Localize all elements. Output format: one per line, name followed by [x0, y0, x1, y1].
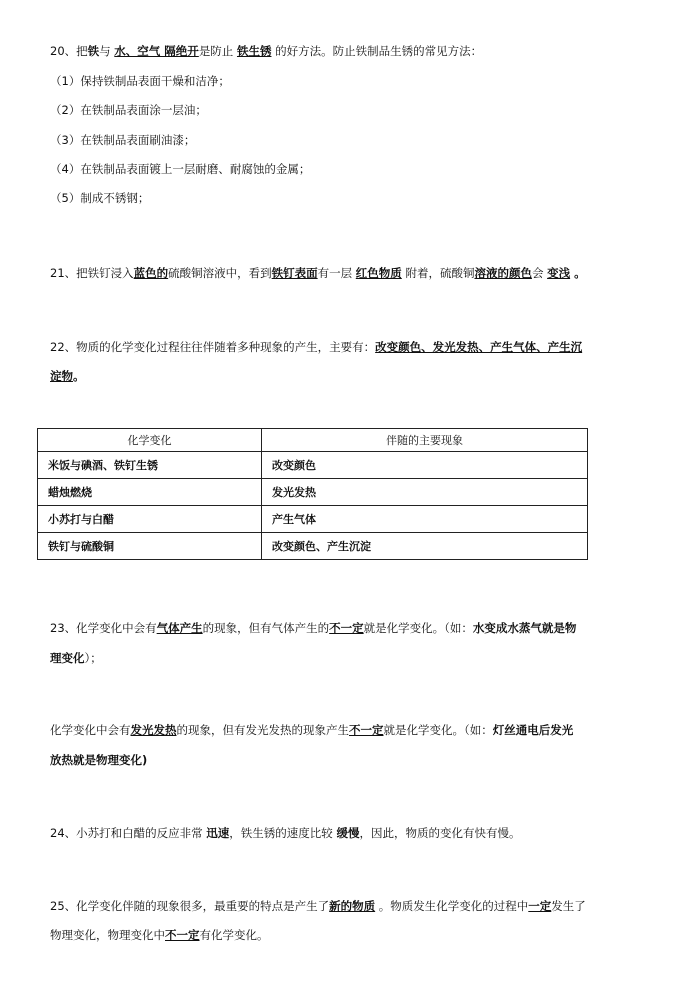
text-run: 铁: [87, 44, 100, 58]
q20-item-5: （5）制成不锈钢；: [50, 191, 150, 205]
text-run: 物理变化，物理变化中: [50, 928, 165, 942]
text-run: 一定: [528, 899, 552, 913]
table-cell: 改变颜色、产生沉淀: [262, 533, 588, 560]
table-cell: 产生气体: [262, 506, 588, 533]
text-run: 新的物质: [329, 899, 376, 913]
text-run: 改变颜色、发光发热、产生气体、产生沉: [375, 340, 583, 354]
text-run: 有化学变化。: [199, 928, 269, 942]
text-run: 的现象，但有发光发热的现象产生: [176, 723, 349, 737]
text-run: 。: [570, 266, 586, 280]
q21-line: [50, 265, 586, 281]
text-run: 24、小苏打和白醋的反应非常: [50, 826, 207, 840]
text-run: 25、化学变化伴随的现象很多，最重要的特点是产生了: [50, 899, 330, 913]
text-run: 淀物: [50, 369, 73, 383]
text-run: 硫酸铜溶液中，看到: [168, 266, 272, 280]
text-run: 的好方法。防止铁制品生锈的常见方法：: [271, 44, 483, 58]
text-run: 23、化学变化中会有: [50, 621, 157, 635]
text-run: 缓慢: [336, 826, 360, 840]
text-run: 红色物质: [355, 266, 402, 280]
q22-line-1: [50, 339, 582, 355]
text-run: 变浅: [547, 266, 571, 280]
phenomena-table: [37, 428, 588, 560]
table-row: [38, 479, 588, 506]
text-run: 的现象，但有气体产生的: [202, 621, 330, 635]
text-run: 与: [99, 44, 115, 58]
text-run: 附着，硫酸铜: [401, 266, 475, 280]
table-cell: 发光发热: [262, 479, 588, 506]
text-run: 理变化: [50, 651, 85, 665]
q25-line-1: [50, 898, 586, 914]
q20-item-4: （4）在铁制品表面镀上一层耐磨、耐腐蚀的金属；: [50, 162, 311, 176]
text-run: 会: [531, 266, 548, 280]
text-run: 化学变化中会有: [50, 723, 131, 737]
text-run: 有一层: [317, 266, 356, 280]
text-run: 22、物质的化学变化过程往往伴随着多种现象的产生，主要有：: [50, 340, 376, 354]
text-run: 铁生锈: [236, 44, 272, 58]
text-run: 气体产生: [156, 621, 203, 635]
q25-line-2: [50, 927, 269, 943]
text-run: 20、把: [50, 44, 88, 58]
table-header-phenomenon: 伴随的主要现象: [262, 429, 588, 452]
text-run: 不一定: [329, 621, 364, 635]
text-run: 水、空气 隔绝开: [114, 44, 199, 58]
text-run: 发光发热: [130, 723, 177, 737]
text-run: 不一定: [349, 723, 384, 737]
q22-line-2: [50, 368, 85, 384]
table-cell: 铁钉与硫酸铜: [38, 533, 262, 560]
text-run: 放热就是物理变化): [50, 753, 148, 767]
text-run: 不一定: [165, 928, 200, 942]
text-run: ，因此，物质的变化有快有慢。: [359, 826, 521, 840]
table-row: [38, 506, 588, 533]
text-run: 发生了: [551, 899, 586, 913]
q20-item-3: （3）在铁制品表面刷油漆；: [50, 133, 196, 147]
text-run: 铁钉表面: [271, 266, 318, 280]
q20-line: [50, 43, 482, 59]
text-run: 。: [73, 369, 85, 383]
text-run: ）；: [84, 651, 102, 665]
q20-item-1: （1）保持铁制品表面干燥和洁净；: [50, 74, 230, 88]
text-run: 是防止: [198, 44, 237, 58]
table-row: [38, 452, 588, 479]
q24-line: [50, 825, 520, 841]
table-cell: 小苏打与白醋: [38, 506, 262, 533]
text-run: 水变成水蒸气就是物: [472, 621, 577, 635]
table-cell: 改变颜色: [262, 452, 588, 479]
text-run: ，铁生锈的速度比较: [229, 826, 337, 840]
text-run: 迅速: [206, 826, 230, 840]
table-cell: 蜡烛燃烧: [38, 479, 262, 506]
table-row: [38, 533, 588, 560]
text-run: 蓝色的: [133, 266, 169, 280]
text-run: 溶液的颜色: [474, 266, 532, 280]
text-run: 就是化学变化。（如：: [383, 723, 493, 737]
table-header-row: [38, 429, 588, 452]
text-run: 就是化学变化。（如：: [363, 621, 473, 635]
text-run: 21、把铁钉浸入: [50, 266, 134, 280]
q23-line-1: [50, 620, 576, 636]
table-cell: 米饭与碘酒、铁钉生锈: [38, 452, 262, 479]
table-header-change: 化学变化: [38, 429, 262, 452]
text-run: 。物质发生化学变化的过程中: [375, 899, 529, 913]
q23-line-2: [50, 650, 102, 666]
q20-item-2: （2）在铁制品表面涂一层油；: [50, 103, 207, 117]
q23-line-3: [50, 722, 573, 738]
text-run: 灯丝通电后发光: [492, 723, 574, 737]
q23-line-4: [50, 752, 147, 768]
